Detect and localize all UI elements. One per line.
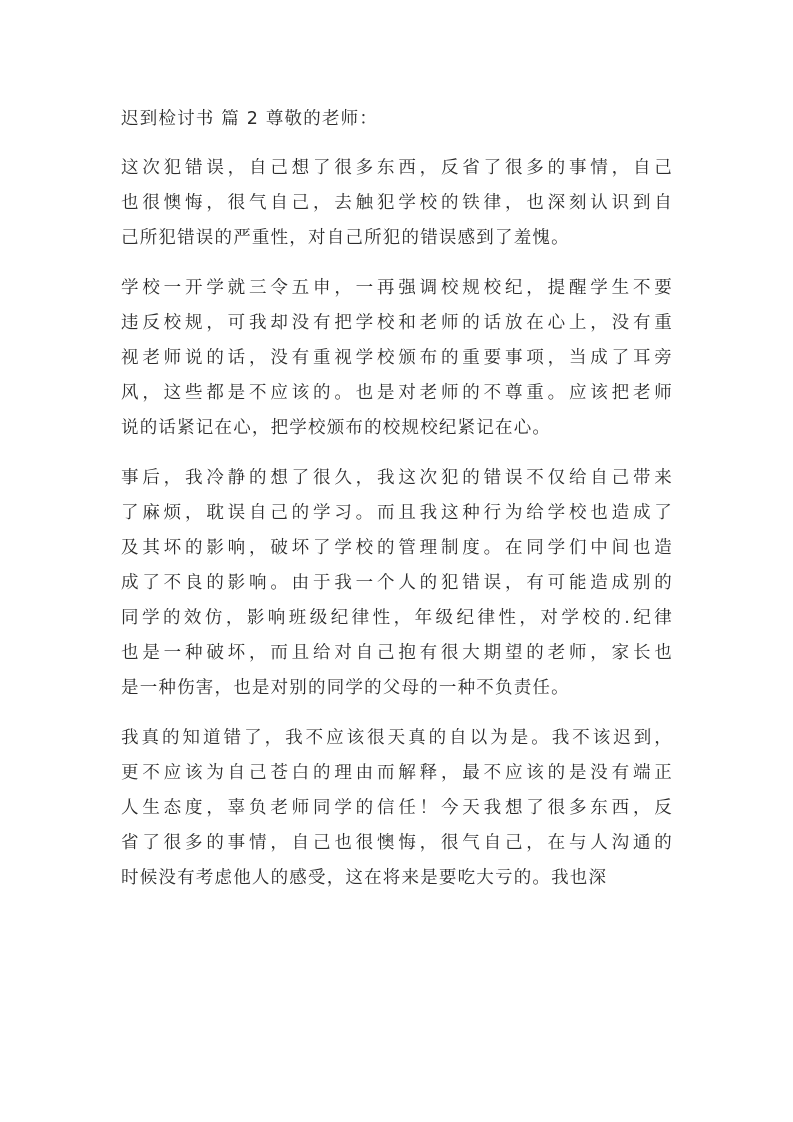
paragraph-line: 视老师说的话，没有重视学校颁布的重要事项，当成了耳旁: [121, 348, 673, 368]
paragraph-line: 事后，我冷静的想了很久，我这次犯的错误不仅给自己带来: [121, 468, 673, 488]
paragraph-line: 也是一种破坏，而且给对自己抱有很大期望的老师，家长也: [121, 643, 673, 663]
paragraph-line: 学校一开学就三令五申，一再强调校规校纪，提醒学生不要: [121, 278, 673, 298]
paragraph-line: 违反校规，可我却没有把学校和老师的话放在心上，没有重: [121, 313, 673, 333]
paragraph-line: 人生态度，辜负老师同学的信任！今天我想了很多东西，反: [121, 798, 673, 818]
paragraph-line: 也很懊悔，很气自己，去触犯学校的铁律，也深刻认识到自: [121, 193, 673, 213]
paragraph-line: 成了不良的影响。由于我一个人的犯错误，有可能造成别的: [121, 573, 673, 593]
paragraph-line: 及其坏的影响，破坏了学校的管理制度。在同学们中间也造: [121, 538, 673, 558]
document-body: [121, 102, 673, 911]
paragraph-line: 是一种伤害，也是对别的同学的父母的一种不负责任。: [121, 678, 570, 698]
document-heading: 迟到检讨书 篇 2 尊敬的老师：: [121, 109, 379, 129]
paragraph-line: 同学的效仿，影响班级纪律性，年级纪律性，对学校的.纪律: [121, 608, 673, 628]
paragraph-list: [121, 151, 673, 896]
paragraph-line: 我真的知道错了，我不应该很天真的自以为是。我不该迟到，: [121, 728, 673, 748]
paragraph-line: 时候没有考虑他人的感受，这在将来是要吃大亏的。我也深: [121, 868, 608, 888]
paragraph-line: 己所犯错误的严重性，对自己所犯的错误感到了羞愧。: [121, 228, 570, 248]
paragraph-line: 省了很多的事情，自己也很懊悔，很气自己，在与人沟通的: [121, 833, 673, 853]
paragraph-line: 更不应该为自己苍白的理由而解释，最不应该的是没有端正: [121, 763, 673, 783]
paragraph-line: 了麻烦，耽误自己的学习。而且我这种行为给学校也造成了: [121, 503, 673, 523]
paragraph: [121, 461, 673, 706]
paragraph: [121, 721, 673, 896]
paragraph: [121, 271, 673, 446]
paragraph-line: 风，这些都是不应该的。也是对老师的不尊重。应该把老师: [121, 383, 673, 403]
paragraph: [121, 151, 673, 256]
paragraph-line: 这次犯错误，自己想了很多东西，反省了很多的事情，自己: [121, 158, 673, 178]
paragraph-line: 说的话紧记在心，把学校颁布的校规校纪紧记在心。: [121, 418, 552, 438]
